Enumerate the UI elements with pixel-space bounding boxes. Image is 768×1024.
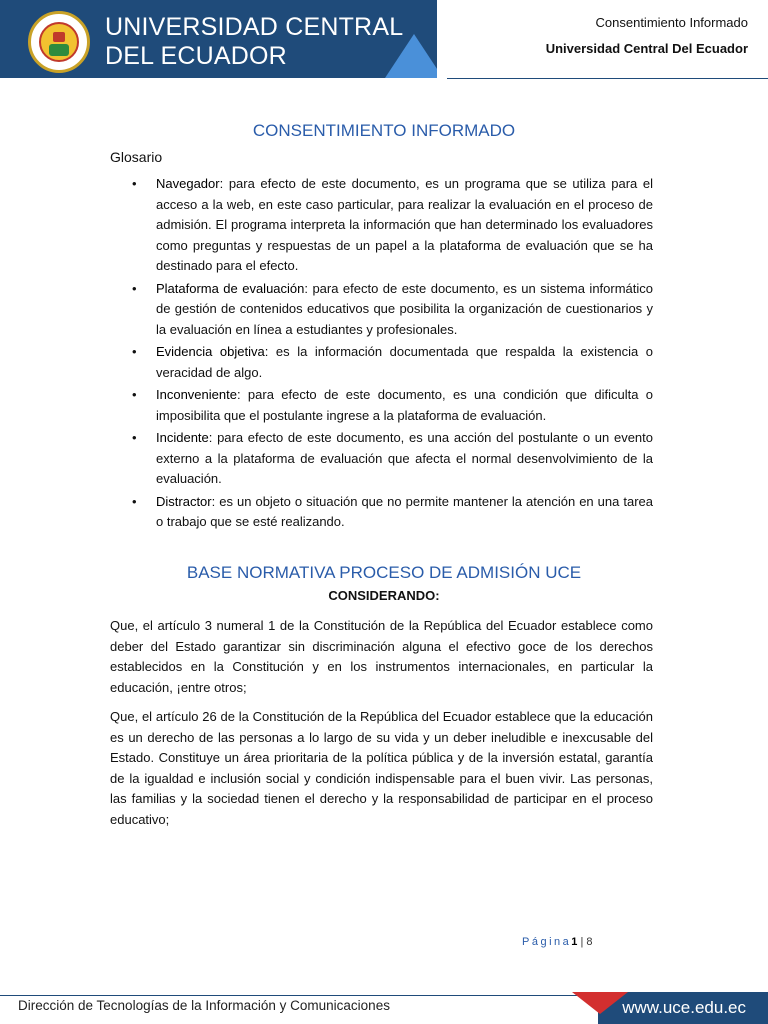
university-seal-logo [28,11,90,73]
seal-emblem [39,22,79,62]
document-title: CONSENTIMIENTO INFORMADO [252,121,516,140]
glossary-term: Evidencia objetiva [156,344,265,359]
paragraph: Que, el artículo 26 de la Constitución de la República del Ecuador establece que la educación es un derecho de las personas a lo largo de su vida y un deber ineludible e inexcusable del Estado. Constituye un área prioritaria de la política pública y de la inversión estatal, garantía de la igualdad e inclusión social y condición indispensable para el buen vivir. Las personas, las familias y la sociedad tienen el derecho y la responsabilidad de participar en el proceso educativo; [110,709,653,827]
glossary-term: Incidente [156,430,209,445]
header-university-label: Universidad Central Del Ecuador [545,41,748,56]
bullet-icon: • [132,430,137,445]
footer-url: www.uce.edu.ec [622,998,746,1017]
glossary-definition: : para efecto de este documento, es un programa que se utiliza para el acceso a la web, en este caso particular, para realizar la evaluación en el proceso de admisión. El programa interpreta la información que han determinado los evaluadores como preguntas y respuestas de un papel a la plataforma de evaluación que se ha destinado para el efecto. [156,176,653,273]
bullet-icon: • [132,493,137,509]
bullet-icon: • [132,344,137,359]
section-subtitle: CONSIDERANDO: [328,588,440,603]
glossary-definition: : para efecto de este documento, es una acción del postulante o un evento externo a la plataforma de evaluación que afecta el normal desenvolvimiento de la evaluación. [156,430,653,486]
section-title: BASE NORMATIVA PROCESO DE ADMISIÓN UCE [186,563,582,582]
glossary-term: Inconveniente [156,387,237,402]
footer-department: Dirección de Tecnologías de la Información y Comunicaciones [18,998,390,1013]
bullet-icon: • [132,176,137,191]
bullet-icon: • [132,280,137,296]
glossary-item [110,428,653,490]
glossary-term: Plataforma de evaluación [156,280,305,296]
page-total: 8 [586,936,593,948]
glossary-heading: Glosario [110,149,163,165]
glossary-item [110,492,653,533]
glossary-list [110,174,653,535]
page-current: 1 [571,936,578,948]
university-name [105,13,403,71]
glossary-definition: : para efecto de este documento, es un sistema informático de gestión de contenidos educativos que posibilita la organización de cuestionarios y la evaluación en línea a estudiantes y profesionales. [156,280,654,337]
glossary-definition: : es un objeto o situación que no permite mantener la atención en una tarea o trabajo que se esté realizando. [156,493,653,529]
page-number [522,936,593,948]
bullet-icon: • [132,387,137,402]
page-separator: | [577,936,587,948]
glossary-item [110,342,653,383]
page-word: Página [522,936,572,948]
glossary-definition: : para efecto de este documento, es una condición que dificulta o imposibilita que el postulante ingrese a la plataforma de evaluación. [156,387,653,423]
glossary-item [110,279,653,341]
university-name-line1: UNIVERSIDAD CENTRAL [105,13,404,41]
paragraph: Que, el artículo 3 numeral 1 de la Constitución de la República del Ecuador establece como deber del Estado garantizar sin discriminación alguna el efectivo goce de los derechos establecidos en la Constitución y en los instrumentos internacionales, en particular la educación, ¡entre otros; [110,618,653,695]
university-name-line2: DEL ECUADOR [105,42,287,70]
header-divider [447,78,768,79]
glossary-definition: : es la información documentada que respalda la existencia o veracidad de algo. [156,344,653,380]
header-band [0,0,437,78]
footer-red-accent [572,992,628,1014]
glossary-item [110,385,653,426]
glossary-item [110,174,653,277]
header-doc-label: Consentimiento Informado [595,15,748,30]
glossary-term: Navegador [156,176,220,191]
glossary-term: Distractor [156,493,212,509]
